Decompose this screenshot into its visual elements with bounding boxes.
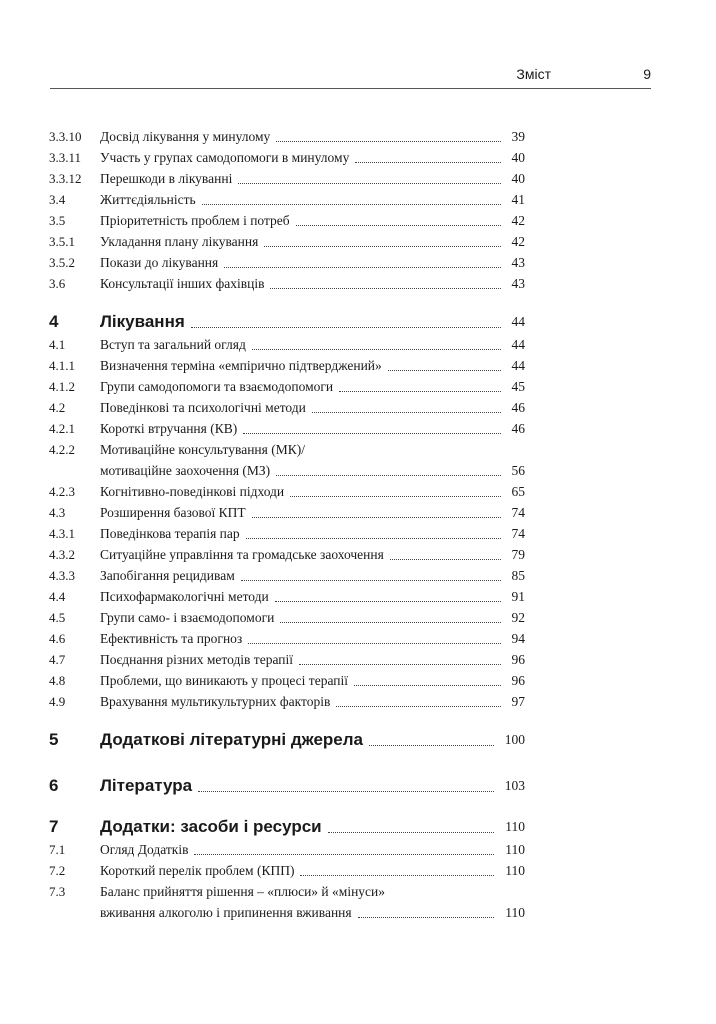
toc-entry-title: Проблеми, що виникають у процесі терапії: [100, 673, 348, 688]
toc-entry-number: 5: [49, 730, 59, 749]
toc-entry-page: 46: [511, 421, 525, 436]
toc-entry-page: 110: [505, 819, 525, 834]
toc-chapter-entry[interactable]: [0, 728, 716, 752]
dot-leader: [312, 412, 501, 413]
toc-entry-number: 4.3.3: [49, 568, 75, 583]
toc-entry[interactable]: [0, 168, 716, 189]
dot-leader: [355, 162, 501, 163]
toc-entry-page: 41: [511, 192, 525, 207]
toc-entry-page: 44: [511, 314, 525, 329]
toc-entry-title: Визначення терміна «емпірично підтверджений»: [100, 358, 382, 373]
toc-entry-page: 100: [504, 732, 525, 747]
toc-entry-title: Покази до лікування: [100, 255, 219, 270]
toc-entry-number: 4.6: [49, 631, 66, 646]
dot-leader: [276, 141, 501, 142]
toc-entry-number: 3.6: [49, 276, 66, 291]
toc-entry-title: Баланс прийняття рішення – «плюси» й «мінуси»: [100, 884, 386, 899]
toc-entry-title: Короткий перелік проблем (КПП): [100, 863, 295, 878]
toc-entry-title: Додатки: засоби і ресурси: [100, 817, 322, 836]
toc-entry-title: Групи самодопомоги та взаємодопомоги: [100, 379, 334, 394]
dot-leader: [191, 327, 501, 328]
toc-entry-number: 3.5.1: [49, 234, 75, 249]
page-number: 9: [643, 66, 651, 82]
toc-entry-title: Ефективність та прогноз: [100, 631, 243, 646]
dot-leader: [194, 854, 494, 855]
dot-leader: [388, 370, 501, 371]
toc-entry-page: 79: [511, 547, 525, 562]
toc-entry-page: 42: [511, 213, 525, 228]
toc-entry-page: 40: [511, 171, 525, 186]
toc-entry[interactable]: [0, 649, 716, 670]
toc-entry[interactable]: [0, 860, 716, 881]
toc-entry-title: Поведінкова терапія пар: [100, 526, 240, 541]
toc-entry-title: Консультації інших фахівців: [100, 276, 265, 291]
toc-entry-number: 3.5: [49, 213, 66, 228]
toc-entry-title: Врахування мультикультурних факторів: [100, 694, 331, 709]
dot-leader: [238, 183, 501, 184]
toc-chapter-entry[interactable]: [0, 815, 716, 839]
toc-entry[interactable]: [0, 565, 716, 586]
dot-leader: [296, 225, 501, 226]
toc-entry-page: 103: [504, 778, 525, 793]
toc-entry-number: 7.3: [49, 884, 66, 899]
toc-entry[interactable]: [0, 586, 716, 607]
toc-entry-title: Когнітивно-поведінкові підходи: [100, 484, 285, 499]
toc-entry-page: 43: [511, 255, 525, 270]
section-title: Зміст: [516, 66, 551, 82]
dot-leader: [328, 832, 494, 833]
toc-entry[interactable]: [0, 881, 716, 902]
toc-entry-title: Поведінкові та психологічні методи: [100, 400, 306, 415]
toc-entry-title: Участь у групах самодопомоги в минулому: [100, 150, 350, 165]
toc-entry[interactable]: [0, 418, 716, 439]
toc-entry-title: Література: [100, 776, 193, 795]
toc-entry-number: 3.3.10: [49, 129, 82, 144]
toc-entry-title: Психофармакологічні методи: [100, 589, 269, 604]
toc-entry[interactable]: [0, 628, 716, 649]
toc-entry[interactable]: [0, 147, 716, 168]
toc-entry-number: 4.2.2: [49, 442, 75, 457]
toc-entry-title: Досвід лікування у минулому: [100, 129, 271, 144]
toc-entry[interactable]: [0, 839, 716, 860]
dot-leader: [270, 288, 501, 289]
toc-entry-number: 4.3.1: [49, 526, 75, 541]
toc-entry-page: 39: [511, 129, 525, 144]
toc-entry-page: 45: [511, 379, 525, 394]
running-header: [50, 62, 651, 89]
dot-leader: [252, 349, 501, 350]
toc-entry-title: Додаткові літературні джерела: [100, 730, 364, 749]
dot-leader: [243, 433, 501, 434]
dot-leader: [252, 517, 501, 518]
toc-entry-number: 4.2.3: [49, 484, 75, 499]
toc-entry[interactable]: [0, 126, 716, 147]
dot-leader: [248, 643, 501, 644]
toc-entry-title: Мотиваційне консультування (МК)/: [100, 442, 305, 457]
toc-entry[interactable]: [0, 481, 716, 502]
toc-entry-page: 42: [511, 234, 525, 249]
toc-entry-page: 56: [511, 463, 525, 478]
toc-entry-number: 4.9: [49, 694, 66, 709]
toc-entry-title: Огляд Додатків: [100, 842, 189, 857]
dot-leader: [246, 538, 501, 539]
dot-leader: [224, 267, 501, 268]
toc-entry[interactable]: [0, 460, 716, 481]
toc-entry-number: 3.4: [49, 192, 66, 207]
toc-entry-number: 4.3.2: [49, 547, 75, 562]
dot-leader: [264, 246, 501, 247]
toc-entry[interactable]: [0, 231, 716, 252]
toc-entry-title: Укладання плану лікування: [100, 234, 259, 249]
toc-entry-number: 4: [49, 312, 59, 331]
toc-entry-title: Життєдіяльність: [100, 192, 196, 207]
toc-entry[interactable]: [0, 502, 716, 523]
toc-entry[interactable]: [0, 397, 716, 418]
toc-entry-title: Розширення базової КПТ: [100, 505, 246, 520]
toc-entry-title: Поєднання різних методів терапії: [100, 652, 293, 667]
toc-entry[interactable]: [0, 355, 716, 376]
toc-entry-number: 6: [49, 776, 59, 795]
toc-entry[interactable]: [0, 607, 716, 628]
toc-chapter-entry[interactable]: [0, 310, 716, 334]
toc-entry-page: 74: [511, 526, 525, 541]
toc-entry[interactable]: [0, 334, 716, 355]
toc-entry-title: Вступ та загальний огляд: [100, 337, 246, 352]
toc-entry-title: Перешкоди в лікуванні: [100, 171, 233, 186]
toc-entry-page: 110: [505, 863, 525, 878]
toc-entry-title: мотиваційне заохочення (МЗ): [100, 463, 271, 478]
toc-entry-number: 4.1.1: [49, 358, 75, 373]
toc-entry[interactable]: [0, 439, 716, 460]
dot-leader: [354, 685, 501, 686]
toc-entry-title: Групи само- і взаємодопомоги: [100, 610, 275, 625]
dot-leader: [276, 475, 501, 476]
toc-entry-title: Пріоритетність проблем і потреб: [100, 213, 290, 228]
dot-leader: [299, 664, 501, 665]
toc-entry-number: 4.5: [49, 610, 66, 625]
toc-entry-number: 3.3.12: [49, 171, 82, 186]
toc-entry[interactable]: [0, 252, 716, 273]
toc-entry-number: 4.3: [49, 505, 66, 520]
toc-entry-page: 46: [511, 400, 525, 415]
toc-entry-page: 40: [511, 150, 525, 165]
toc-entry-page: 65: [511, 484, 525, 499]
toc-entry[interactable]: [0, 544, 716, 565]
toc-entry-page: 74: [511, 505, 525, 520]
toc-entry-number: 7.2: [49, 863, 66, 878]
dot-leader: [336, 706, 501, 707]
toc-entry-page: 44: [511, 358, 525, 373]
toc-entry[interactable]: [0, 273, 716, 294]
dot-leader: [202, 204, 501, 205]
toc-entry-number: 4.1: [49, 337, 66, 352]
toc-entry-page: 96: [511, 652, 525, 667]
dot-leader: [290, 496, 501, 497]
dot-leader: [339, 391, 501, 392]
toc-entry-title: Запобігання рецидивам: [100, 568, 235, 583]
toc-entry-number: 4.2.1: [49, 421, 75, 436]
toc-entry[interactable]: [0, 210, 716, 231]
toc-entry-page: 96: [511, 673, 525, 688]
dot-leader: [390, 559, 501, 560]
toc-chapter-entry[interactable]: [0, 774, 716, 798]
toc-entry-number: 4.8: [49, 673, 66, 688]
toc-entry-page: 43: [511, 276, 525, 291]
dot-leader: [241, 580, 501, 581]
toc-entry[interactable]: [0, 902, 716, 923]
toc-entry[interactable]: [0, 376, 716, 397]
toc-entry-number: 4.1.2: [49, 379, 75, 394]
toc-entry-page: 110: [505, 842, 525, 857]
dot-leader: [369, 745, 494, 746]
toc-entry[interactable]: [0, 189, 716, 210]
dot-leader: [280, 622, 501, 623]
toc-entry-page: 85: [511, 568, 525, 583]
toc-entry-page: 92: [511, 610, 525, 625]
toc-entry[interactable]: [0, 670, 716, 691]
toc-entry-title: Ситуаційне управління та громадське заохочення: [100, 547, 384, 562]
toc-entry-page: 91: [511, 589, 525, 604]
dot-leader: [275, 601, 501, 602]
toc-entry-number: 7.1: [49, 842, 66, 857]
toc-entry-title: Короткі втручання (КВ): [100, 421, 238, 436]
dot-leader: [198, 791, 494, 792]
toc-entry-page: 44: [511, 337, 525, 352]
toc-entry-number: 7: [49, 817, 59, 836]
toc-entry-page: 94: [511, 631, 525, 646]
toc-entry-number: 4.2: [49, 400, 66, 415]
toc-entry-number: 3.5.2: [49, 255, 75, 270]
toc-entry-number: 3.3.11: [49, 150, 82, 165]
toc-entry[interactable]: [0, 691, 716, 712]
toc-entry-page: 110: [505, 905, 525, 920]
toc-entry-number: 4.7: [49, 652, 66, 667]
toc-entry-title: Лікування: [100, 312, 185, 331]
toc-entry-title: вживання алкоголю і припинення вживання: [100, 905, 352, 920]
toc-entry[interactable]: [0, 523, 716, 544]
dot-leader: [358, 917, 494, 918]
dot-leader: [300, 875, 494, 876]
toc-entry-page: 97: [511, 694, 525, 709]
toc-entry-number: 4.4: [49, 589, 66, 604]
